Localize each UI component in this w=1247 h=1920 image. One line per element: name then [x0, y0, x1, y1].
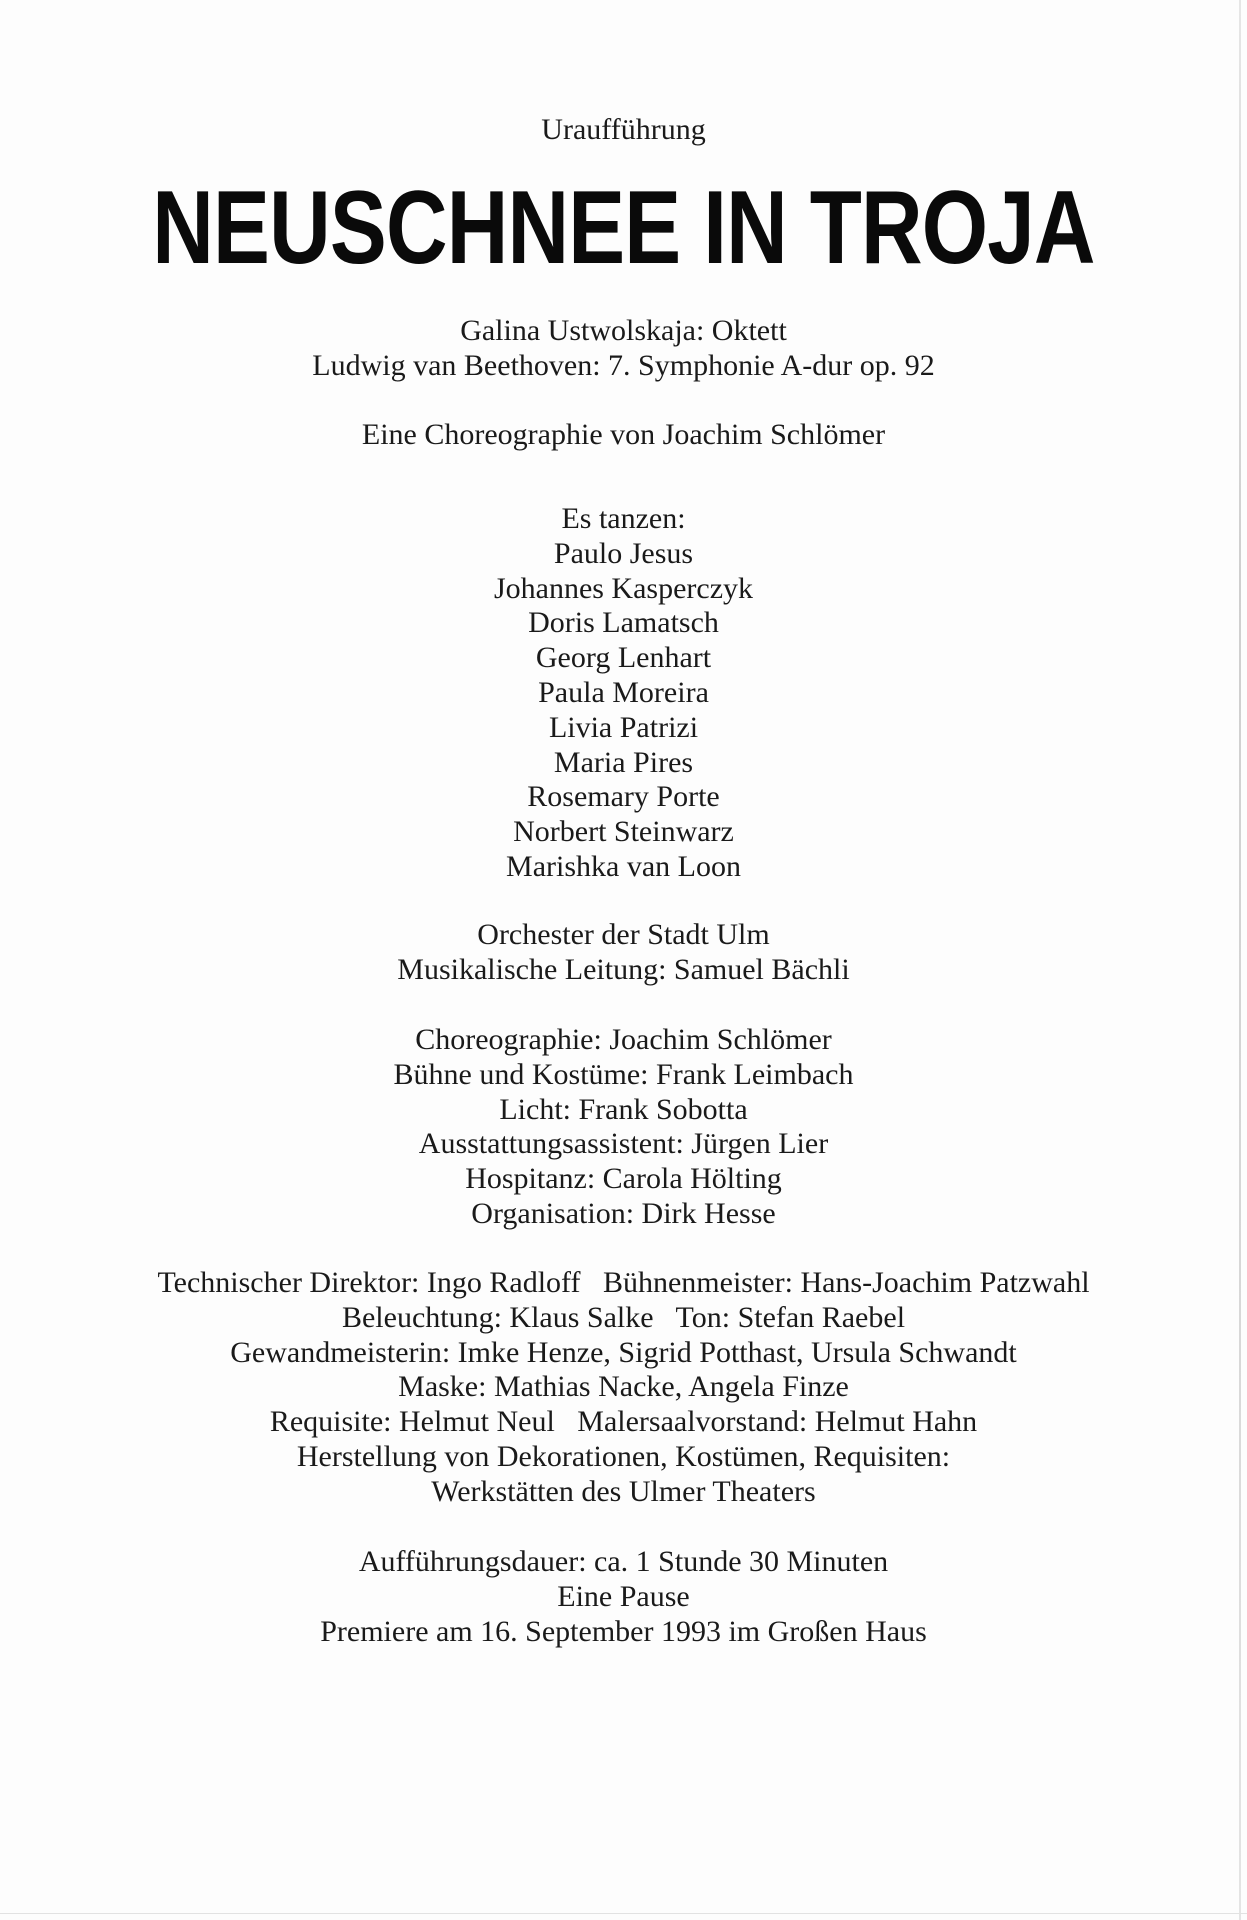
technical-credit: Maske: Mathias Nacke, Angela Finze — [398, 1370, 849, 1404]
work-item: Galina Ustwolskaja: Oktett — [460, 314, 787, 347]
team-credit: Hospitanz: Carola Hölting — [465, 1162, 782, 1196]
page-edge-bottom — [0, 1913, 1247, 1914]
dancer-name: Georg Lenhart — [535, 641, 712, 675]
dancer-name: Livia Patrizi — [548, 710, 699, 744]
team-credit: Choreographie: Joachim Schlömer — [415, 1023, 832, 1056]
premiere-label: Uraufführung — [541, 113, 706, 146]
team-credit: Licht: Frank Sobotta — [499, 1092, 748, 1126]
technical-staff — [0, 1266, 1247, 1510]
choreography-line: Eine Choreographie von Joachim Schlömer — [361, 418, 886, 451]
technical-credit: Herstellung von Dekorationen, Kostümen, Requisiten: — [296, 1439, 951, 1473]
dancers-heading: Es tanzen: — [561, 502, 686, 535]
technical-credit: Gewandmeisterin: Imke Henze, Sigrid Potthast, Ursula Schwandt — [230, 1335, 1017, 1369]
choreography-credit — [0, 418, 1247, 453]
artistic-team — [0, 1023, 1247, 1232]
performance-info — [0, 1545, 1247, 1649]
dancer-name: Rosemary Porte — [527, 780, 720, 814]
dancer-name: Maria Pires — [553, 745, 694, 779]
dancer-name: Doris Lamatsch — [528, 606, 719, 640]
dancer-name: Paulo Jesus — [553, 536, 694, 570]
team-credit: Ausstattungsassistent: Jürgen Lier — [418, 1127, 829, 1161]
technical-credit: Technischer Direktor: Ingo Radloff Bühnenmeister: Hans-Joachim Patzwahl — [157, 1266, 1090, 1299]
dancer-name: Norbert Steinwarz — [513, 815, 734, 849]
team-credit: Organisation: Dirk Hesse — [471, 1196, 776, 1230]
performance-line: Aufführungsdauer: ca. 1 Stunde 30 Minuten — [358, 1545, 889, 1578]
orchestra-credit — [0, 918, 1247, 988]
technical-credit: Beleuchtung: Klaus Salke Ton: Stefan Raebel — [341, 1300, 906, 1334]
work-item: Ludwig van Beethoven: 7. Symphonie A-dur op. 92 — [312, 348, 935, 382]
dancer-name: Marishka van Loon — [506, 849, 741, 883]
technical-credit: Werkstätten des Ulmer Theaters — [431, 1474, 816, 1508]
works-list — [0, 314, 1247, 384]
technical-credit: Requisite: Helmut Neul Malersaalvorstand: Helmut Hahn — [269, 1405, 978, 1439]
performance-line: Eine Pause — [557, 1579, 690, 1613]
dancers-list — [0, 502, 1247, 885]
orchestra-line: Musikalische Leitung: Samuel Bächli — [397, 952, 850, 986]
page-title: NEUSCHNEE IN TROJA — [152, 170, 1095, 286]
dancer-name: Johannes Kasperczyk — [493, 571, 754, 605]
team-credit: Bühne und Kostüme: Frank Leimbach — [393, 1057, 854, 1091]
performance-line: Premiere am 16. September 1993 im Großen Haus — [320, 1614, 927, 1648]
orchestra-line: Orchester der Stadt Ulm — [477, 918, 770, 951]
dancer-name: Paula Moreira — [538, 675, 709, 709]
